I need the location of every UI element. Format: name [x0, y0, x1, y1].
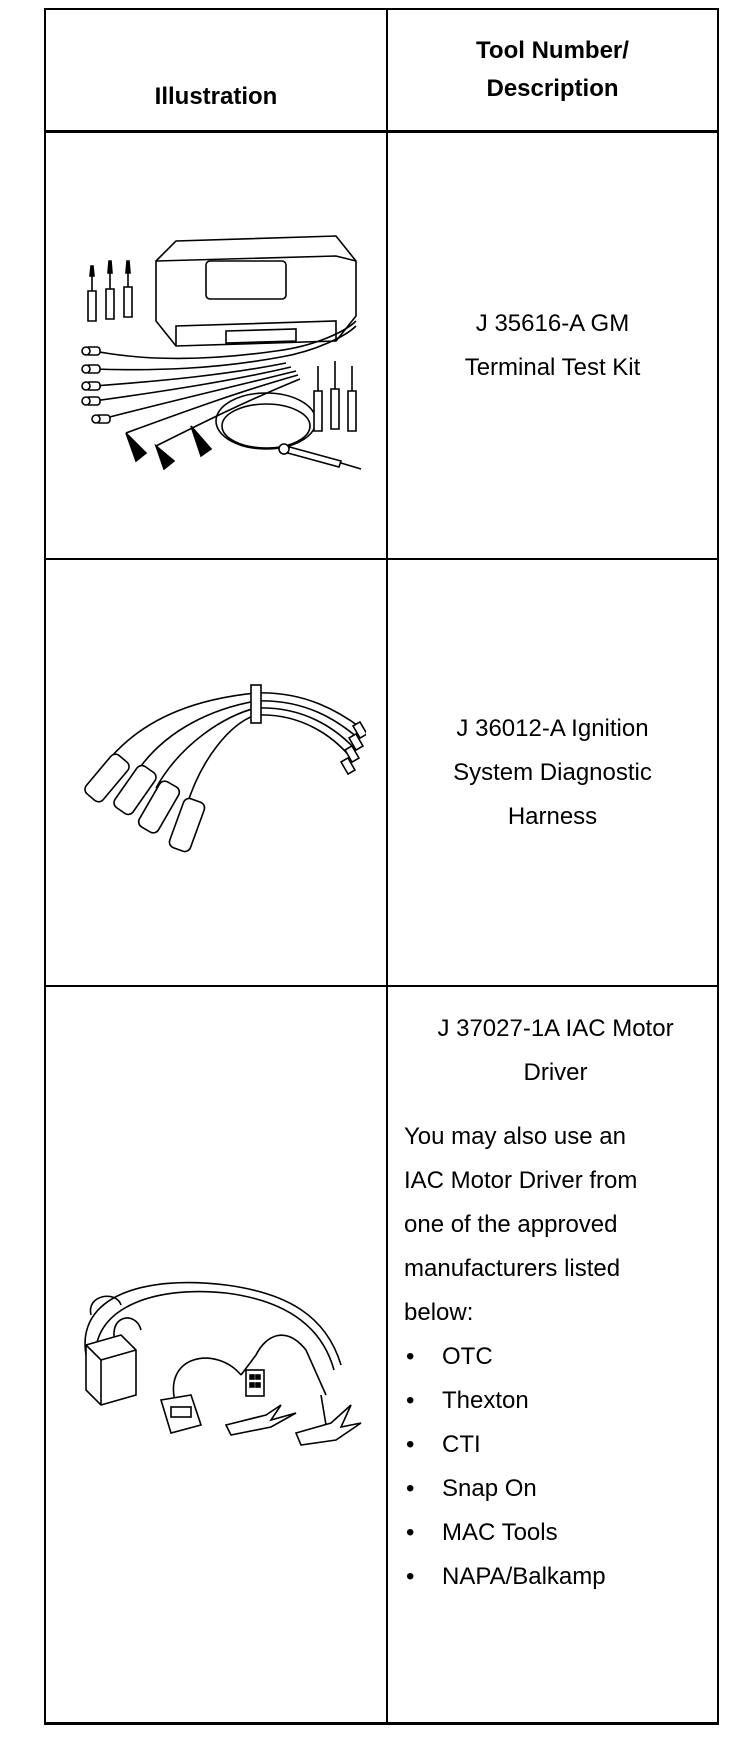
- note-line: IAC Motor Driver from: [404, 1167, 638, 1194]
- table-row: [45, 986, 718, 1724]
- note-line: You may also use an: [404, 1123, 626, 1150]
- illustration-cell: [45, 132, 387, 560]
- tool-number-header: [387, 9, 718, 132]
- tool-description-cell: [387, 132, 718, 560]
- tool-number: J 35616-A GM: [475, 309, 630, 337]
- tool-number-header-line2: Description: [486, 75, 619, 102]
- tool-description-cont: Harness: [507, 802, 598, 830]
- tool-description-cell: [387, 986, 718, 1724]
- terminal-test-kit-illustration: [66, 221, 366, 471]
- table-header-row: [45, 9, 718, 132]
- tool-number-header-line1: Tool Number/: [476, 37, 629, 64]
- illustration-header: [45, 9, 387, 132]
- alternate-source-note: [404, 1115, 707, 1335]
- tool-description: System Diagnostic: [453, 758, 652, 786]
- table-row: [45, 559, 718, 986]
- list-item: • Thexton: [404, 1379, 707, 1423]
- table-row: [45, 132, 718, 560]
- list-item: • CTI: [404, 1423, 707, 1467]
- iac-motor-driver-illustration: [66, 1255, 366, 1455]
- list-item: • Snap On: [404, 1467, 707, 1511]
- list-item: • NAPA/Balkamp: [404, 1555, 707, 1599]
- tool-description: Terminal Test Kit: [464, 353, 641, 381]
- note-line: manufacturers listed: [404, 1255, 621, 1282]
- illustration-cell: [45, 559, 387, 986]
- ignition-diagnostic-harness-illustration: [66, 673, 366, 873]
- special-tools-table: [44, 8, 719, 1725]
- illustration-cell: [45, 986, 387, 1724]
- tool-description-cell: [387, 559, 718, 986]
- tool-number: J 37027-1A IAC Motor: [437, 1015, 674, 1042]
- list-item: • OTC: [404, 1335, 707, 1379]
- tool-number: J 36012-A Ignition: [456, 714, 649, 742]
- list-item: • MAC Tools: [404, 1511, 707, 1555]
- manufacturer-list: [404, 1335, 707, 1599]
- note-line: one of the approved: [404, 1211, 618, 1238]
- illustration-header-label: Illustration: [154, 83, 278, 110]
- tool-description: Driver: [523, 1059, 588, 1086]
- note-line: below:: [404, 1299, 474, 1326]
